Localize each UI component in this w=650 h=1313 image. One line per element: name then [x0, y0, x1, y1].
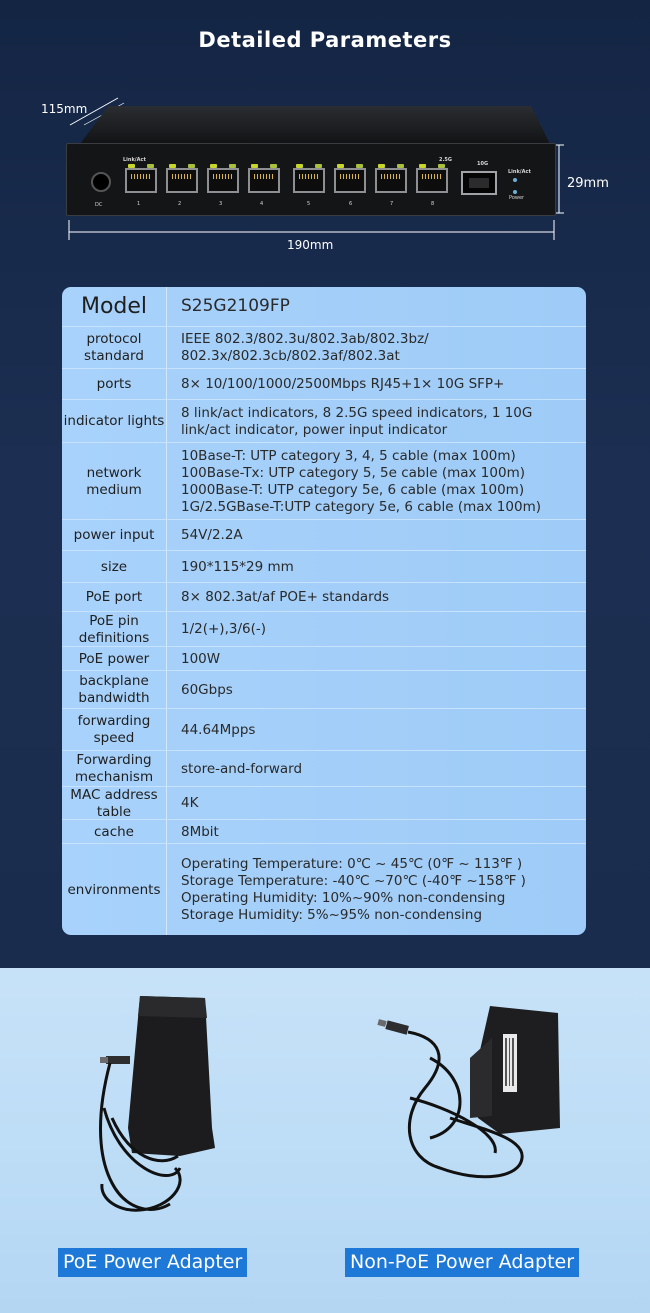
table-row — [62, 326, 586, 369]
forwarding-speed-value: 44.64Mpps — [181, 721, 256, 738]
non-poe-adapter-image — [377, 1006, 560, 1177]
table-row — [62, 750, 586, 787]
forwarding-speed-label: forwarding speed — [77, 713, 151, 746]
table-row — [62, 368, 586, 400]
table-row — [62, 611, 586, 647]
environments-line: Storage Humidity: 5%~95% non-condensing — [181, 907, 483, 923]
port-number: 4 — [260, 201, 264, 207]
poe-pin-label: PoE pin definitions — [78, 612, 150, 646]
link-led-icon — [513, 178, 517, 182]
adapter-illustrations — [0, 968, 650, 1248]
rj45-port — [207, 168, 239, 193]
ports-value: 8× 10/100/1000/2500Mbps RJ45+1× 10G SFP+ — [181, 376, 505, 392]
table-row — [62, 582, 586, 612]
switch-front-panel — [66, 143, 556, 216]
poe-adapter-image — [100, 996, 215, 1210]
model-label: Model — [80, 294, 148, 319]
rj45-port — [334, 168, 366, 193]
rj45-port — [125, 168, 157, 193]
environments-line: Operating Humidity: 10%~90% non-condensing — [181, 890, 506, 906]
switch-top-surface — [80, 106, 550, 144]
non-poe-adapter-label: Non-PoE Power Adapter — [345, 1248, 579, 1277]
rj45-port — [248, 168, 280, 193]
indicator-label: indicator lights — [63, 413, 165, 429]
mac-label: MAC address table — [70, 786, 158, 820]
size-label: size — [100, 558, 128, 575]
medium-line: 100Base-Tx: UTP category 5, 5e cable (max 100m) — [181, 464, 525, 481]
environments-line: Operating Temperature: 0℃ ~ 45℃ (0℉ ~ 113℉ ) — [181, 856, 523, 872]
poe-port-value: 8× 802.3at/af POE+ standards — [181, 589, 390, 605]
size-value: 190*115*29 mm — [181, 558, 294, 575]
port-number: 1 — [137, 201, 141, 207]
medium-line: 1000Base-T: UTP category 5e, 6 cable (max 100m) — [181, 481, 525, 498]
mac-value: 4K — [181, 795, 199, 811]
medium-line: 1G/2.5GBase-T:UTP category 5e, 6 cable (max 100m) — [181, 498, 541, 515]
poe-adapter-label: PoE Power Adapter — [58, 1248, 247, 1277]
link-act-right-label: Link/Act — [508, 169, 531, 175]
protocol-line: 802.3x/802.3cb/802.3af/802.3at — [181, 348, 400, 364]
table-row — [62, 287, 586, 326]
rj45-port — [416, 168, 448, 193]
port-number: 5 — [307, 201, 311, 207]
poe-port-label: PoE port — [85, 589, 143, 605]
port-number: 2 — [178, 201, 182, 207]
cache-value: 8Mbit — [181, 823, 219, 840]
rj45-port — [375, 168, 407, 193]
forwarding-mechanism-label: Forwarding mechanism — [74, 752, 154, 785]
port-number: 3 — [219, 201, 223, 207]
table-row — [62, 550, 586, 583]
table-row — [62, 708, 586, 751]
poe-power-label: PoE power — [78, 650, 150, 667]
backplane-value: 60Gbps — [181, 681, 233, 698]
table-row — [62, 519, 586, 551]
spec-table — [62, 287, 586, 935]
power-led-icon — [513, 190, 517, 194]
port-number: 6 — [349, 201, 353, 207]
table-row — [62, 786, 586, 820]
speed-25g-label: 2.5G — [439, 157, 452, 163]
cache-label: cache — [94, 823, 134, 840]
ports-label: ports — [96, 376, 132, 392]
backplane-label: backplane bandwidth — [78, 673, 150, 706]
protocol-label: protocol standard — [84, 331, 144, 364]
indicator-line: link/act indicator, power input indicator — [181, 421, 448, 438]
table-row — [62, 819, 586, 844]
medium-line: 10Base-T: UTP category 3, 4, 5 cable (max 100m) — [181, 447, 516, 464]
dc-power-port — [91, 172, 111, 192]
power-input-value: 54V/2.2A — [181, 527, 243, 543]
indicator-line: 8 link/act indicators, 8 2.5G speed indicators, 1 10G — [181, 404, 533, 421]
rj45-port — [293, 168, 325, 193]
port-number: 7 — [390, 201, 394, 207]
link-act-label: Link/Act — [123, 157, 146, 163]
table-row — [62, 442, 586, 520]
poe-pin-value: 1/2(+),3/6(-) — [181, 621, 266, 637]
table-row — [62, 670, 586, 709]
height-dimension: 29mm — [567, 176, 609, 191]
table-row — [62, 646, 586, 671]
power-input-label: power input — [73, 527, 155, 543]
forwarding-mechanism-value: store-and-forward — [181, 760, 303, 777]
environments-line: Storage Temperature: -40℃ ~70℃ (-40℉ ~158℉ ) — [181, 873, 526, 889]
power-label: Power — [509, 195, 525, 201]
table-row — [62, 399, 586, 443]
dc-label: DC — [95, 202, 103, 208]
port-number: 8 — [431, 201, 435, 207]
model-value: S25G2109FP — [181, 296, 290, 316]
sfp-port — [461, 171, 497, 195]
poe-power-value: 100W — [181, 650, 221, 667]
rj45-port — [166, 168, 198, 193]
environments-label: environments — [67, 881, 161, 898]
table-row — [62, 843, 586, 935]
depth-dimension: 115mm — [41, 102, 88, 116]
medium-label: network medium — [86, 464, 142, 498]
width-dimension: 190mm — [287, 238, 334, 252]
page-title: Detailed Parameters — [198, 28, 452, 52]
protocol-line: IEEE 802.3/802.3u/802.3ab/802.3bz/ — [181, 331, 429, 347]
sfp-10g-label: 10G — [477, 161, 489, 167]
